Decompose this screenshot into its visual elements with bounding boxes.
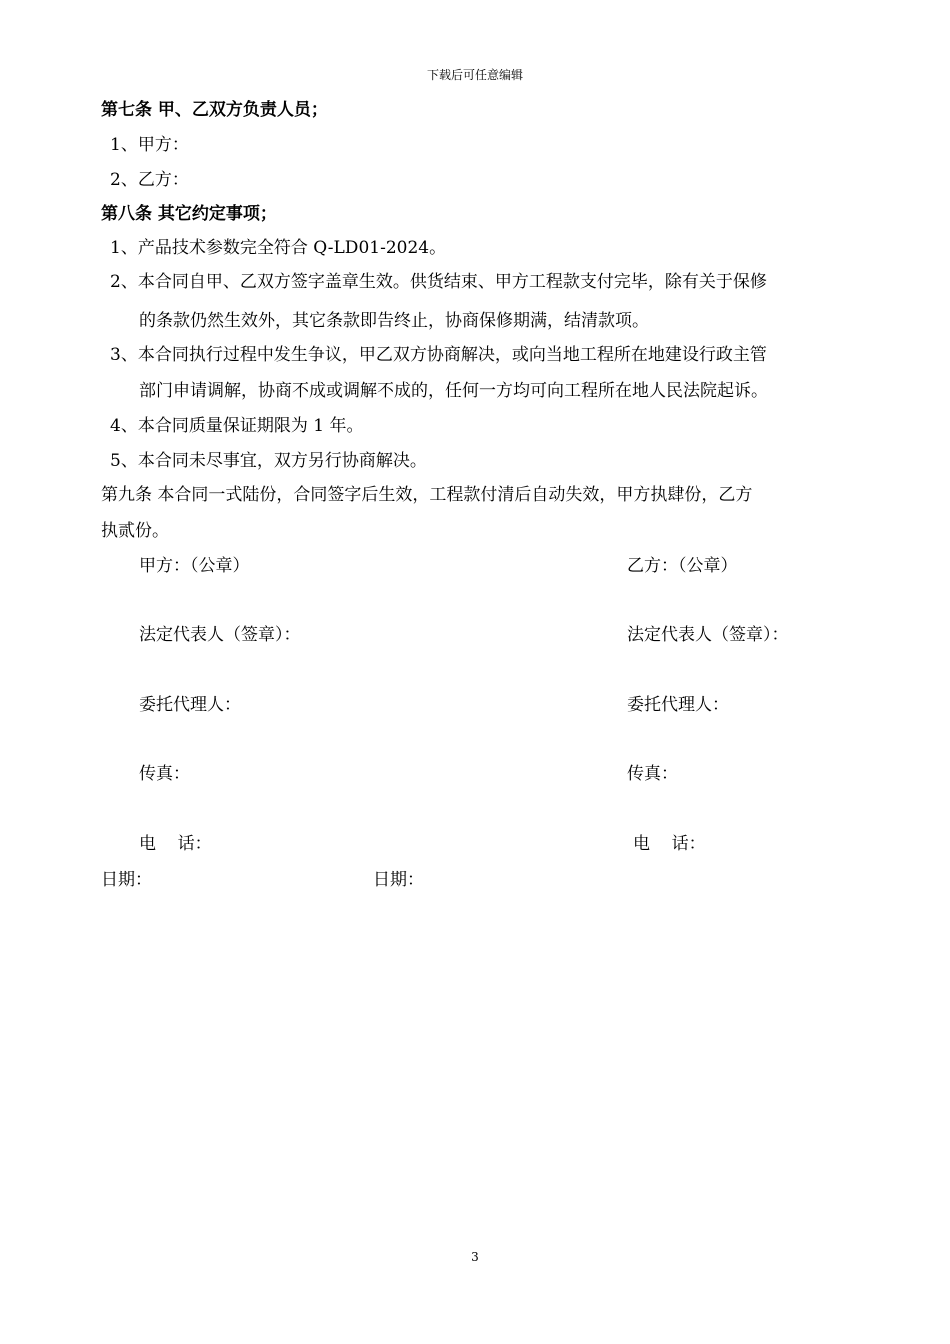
article-9-line-2: 执贰份。 <box>101 521 169 541</box>
article-7-item-2: 2、乙方： <box>110 170 189 190</box>
article-8-item-3-line-2: 部门申请调解，协商不成或调解不成的，任何一方均可向工程所在地人民法院起诉。 <box>139 381 768 401</box>
party-b-seal-label: 乙方：（公章） <box>627 556 738 576</box>
article-8-item-4: 4、本合同质量保证期限为 1 年。 <box>110 416 364 436</box>
article-8-title: 第八条 其它约定事项； <box>101 204 277 224</box>
party-b-phone-label: 电 话： <box>633 834 706 854</box>
party-a-agent-label: 委托代理人： <box>139 695 241 715</box>
party-a-date-label: 日期： <box>101 870 152 890</box>
page-header: 下载后可任意编辑 <box>426 68 523 82</box>
party-a-fax-label: 传真： <box>139 764 190 784</box>
party-b-agent-label: 委托代理人： <box>627 695 729 715</box>
article-8-item-1: 1、产品技术参数完全符合 Q-LD01-2024。 <box>110 238 447 258</box>
article-7-title: 第七条 甲、乙双方负责人员； <box>101 100 328 120</box>
party-a-phone-label: 电 话： <box>139 834 212 854</box>
article-8-item-3-line-1: 3、本合同执行过程中发生争议，甲乙双方协商解决，或向当地工程所在地建设行政主管 <box>110 345 767 365</box>
party-a-legal-rep-label: 法定代表人（签章）： <box>139 625 301 645</box>
party-b-date-label: 日期： <box>373 870 424 890</box>
article-8-item-2-line-1: 2、本合同自甲、乙双方签字盖章生效。供货结束、甲方工程款支付完毕，除有关于保修 <box>110 272 767 292</box>
party-a-seal-label: 甲方：（公章） <box>139 556 250 576</box>
article-8-item-2-line-2: 的条款仍然生效外，其它条款即告终止，协商保修期满，结清款项。 <box>139 311 649 331</box>
page-number: 3 <box>471 1250 479 1264</box>
party-b-legal-rep-label: 法定代表人（签章）： <box>627 625 789 645</box>
article-9-line-1: 第九条 本合同一式陆份，合同签字后生效，工程款付清后自动失效，甲方执肆份，乙方 <box>101 485 753 505</box>
article-8-item-5: 5、本合同未尽事宜，双方另行协商解决。 <box>110 451 427 471</box>
article-7-item-1: 1、甲方： <box>110 135 189 155</box>
party-b-fax-label: 传真： <box>627 764 678 784</box>
